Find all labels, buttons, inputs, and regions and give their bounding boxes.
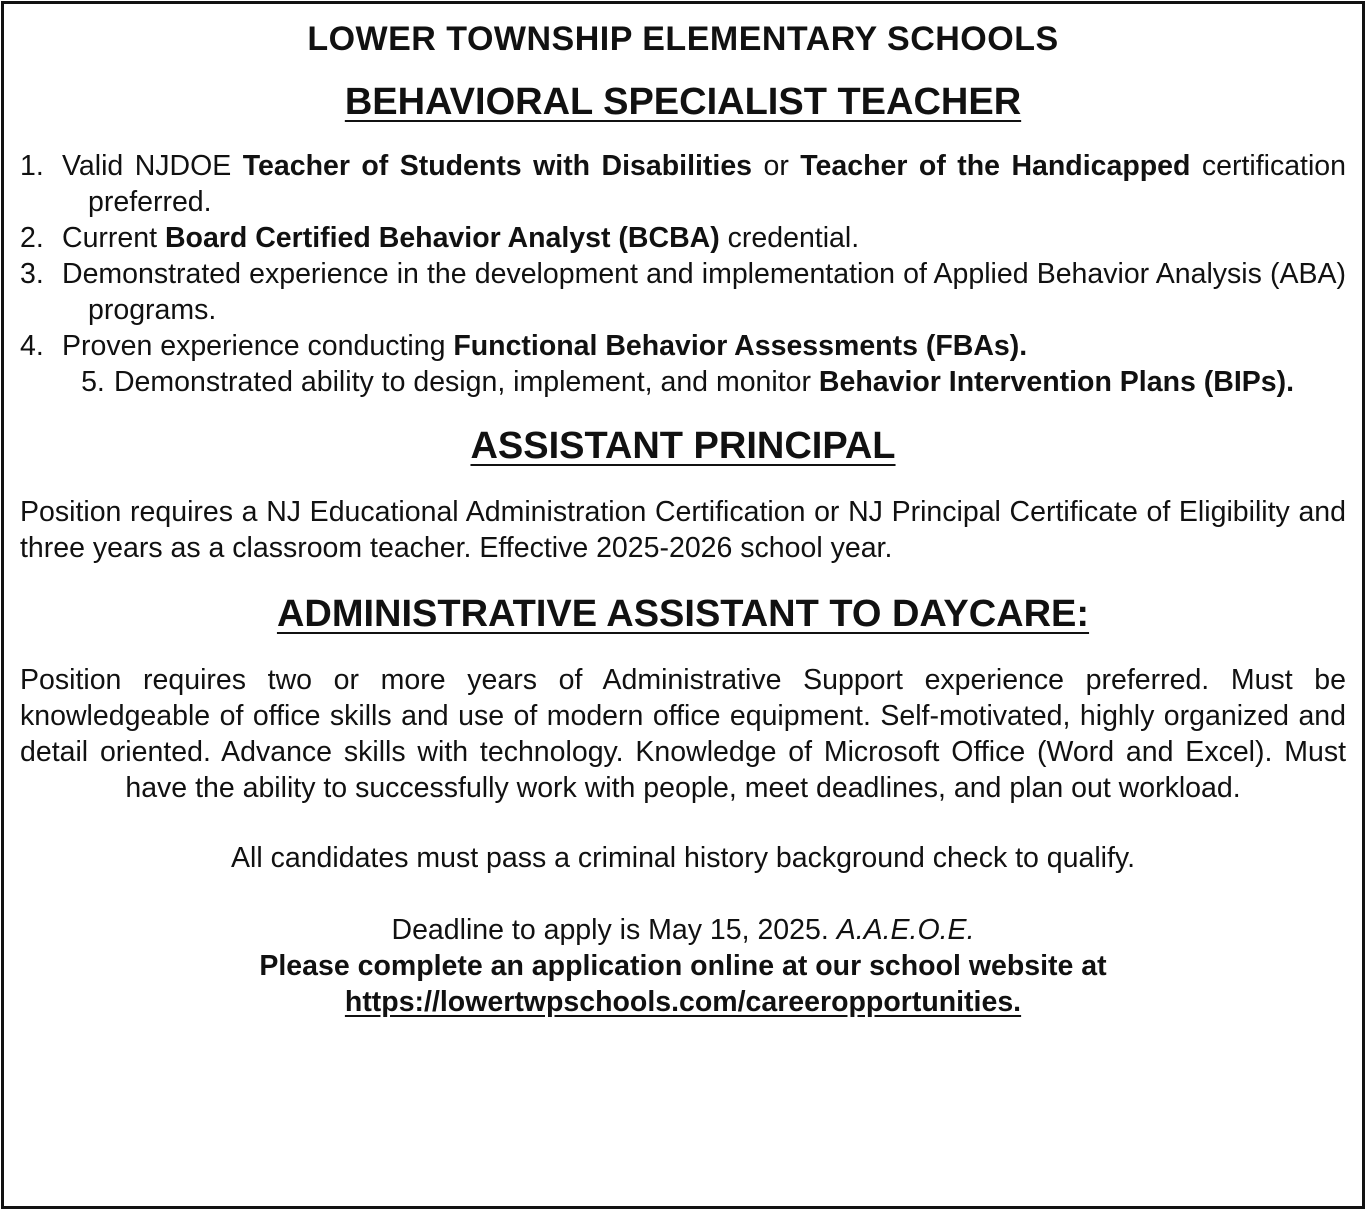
behavioral-specialist-title: BEHAVIORAL SPECIALIST TEACHER bbox=[344, 81, 1022, 123]
list-item: 1. Valid NJDOE Teacher of Students with Disabilities or Teacher of the Handicapped certification preferred. bbox=[20, 150, 1346, 218]
eoe-text: A.A.E.O.E. bbox=[836, 914, 975, 946]
job-advertisement bbox=[1, 1, 1365, 1209]
assistant-principal-description: Position requires a NJ Educational Administration Certification or NJ Principal Certificate of Eligibility and three years as a classroom teacher. Effective 2025-2026 school year. bbox=[20, 496, 1346, 564]
assistant-principal-title: ASSISTANT PRINCIPAL bbox=[470, 425, 896, 467]
apply-instructions: Please complete an application online at our school website at bbox=[259, 950, 1107, 982]
deadline-line bbox=[20, 912, 1346, 948]
background-check-notice: All candidates must pass a criminal history background check to qualify. bbox=[231, 842, 1135, 874]
footer bbox=[20, 840, 1346, 1020]
requirements-list bbox=[20, 148, 1346, 400]
list-item: 2. Current Board Certified Behavior Analyst (BCBA) credential. bbox=[20, 222, 860, 254]
website-link[interactable]: https://lowertwpschools.com/careeropportunities. bbox=[344, 986, 1022, 1018]
list-item: 3. Demonstrated experience in the development and implementation of Applied Behavior Analysis (ABA) programs. bbox=[20, 258, 1346, 326]
deadline-text: Deadline to apply is May 15, 2025. bbox=[391, 914, 837, 946]
administrative-assistant-description: Position requires two or more years of Administrative Support experience preferred. Must be knowledgeable of office skills and use of modern office equipment. Self-motivated, highly organized and detail oriented. Advance skills with technology. Knowledge of Microsoft Office (Word and Excel). Must have the ability to successfully work with people, meet deadlines, and plan out workload. bbox=[20, 664, 1346, 804]
administrative-assistant-title: ADMINISTRATIVE ASSISTANT TO DAYCARE: bbox=[276, 593, 1090, 635]
organization-header: LOWER TOWNSHIP ELEMENTARY SCHOOLS bbox=[307, 20, 1059, 58]
list-item: 4. Proven experience conducting Functional Behavior Assessments (FBAs). bbox=[20, 330, 1028, 362]
list-item: 5. Demonstrated ability to design, implement, and monitor Behavior Intervention Plans (BIPs). bbox=[81, 366, 1295, 398]
